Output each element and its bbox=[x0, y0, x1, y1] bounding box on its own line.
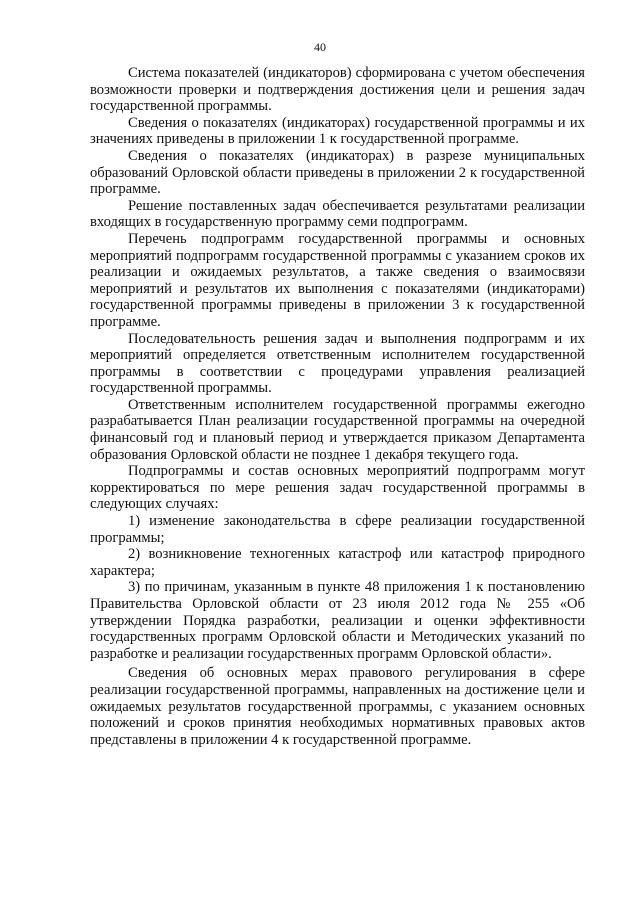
paragraph-adjustment-cases: Подпрограммы и состав основных мероприятий подпрограмм могут корректироваться по мере решения задач государственной программы в следующих случаях: bbox=[90, 463, 585, 513]
document-body bbox=[90, 65, 585, 748]
paragraph-implementation-plan: Ответственным исполнителем государственной программы ежегодно разрабатывается План реализации государственной программы на очередной финансовый год и плановый период и утверждается приказом Департамента образования Орловской области не позднее 1 декабря текущего года. bbox=[90, 396, 585, 463]
paragraph-subprograms-list: Перечень подпрограмм государственной программы и основных мероприятий подпрограмм государственной программы с указанием сроков их реализации и ожидаемых результатов, а также сведения о взаимосвязи мероприятий и результатов их выполнения с показателями (индикаторами) государственной программы приведены в приложении 3 к государственной программе. bbox=[90, 230, 585, 330]
page-number: 40 bbox=[314, 40, 326, 54]
paragraph-legal-regulation: Сведения об основных мерах правового регулирования в сфере реализации государственной программы, направленных на достижение цели и ожидаемых результатов государственной программы, с указанием основных положений и сроков принятия необходимых нормативных правовых актов представлены в приложении 4 к государственной программе. bbox=[90, 665, 585, 748]
list-item-3: 3) по причинам, указанным в пункте 48 приложения 1 к постановлению Правительства Орловской области от 23 июля 2012 года № 255 «Об утверждении Порядка разработки, реализации и оценки эффективности государственных программ Орловской области и Методических указаний по разработке и реализации государственных программ Орловской области». bbox=[90, 579, 585, 662]
list-item-1: 1) изменение законодательства в сфере реализации государственной программы; bbox=[90, 513, 585, 546]
paragraph-indicators-system: Система показателей (индикаторов) сформирована с учетом обеспечения возможности проверки и подтверждения достижения цели и решения задач государственной программы. bbox=[90, 65, 585, 115]
paragraph-subprograms-results: Решение поставленных задач обеспечивается результатами реализации входящих в государственную программу семи подпрограмм. bbox=[90, 197, 585, 231]
list-item-2: 2) возникновение техногенных катастроф или катастроф природного характера; bbox=[90, 546, 585, 579]
paragraph-indicators-appendix-1: Сведения о показателях (индикаторах) государственной программы и их значениях приведены в приложении 1 к государственной программе. bbox=[90, 114, 585, 148]
paragraph-sequence: Последовательность решения задач и выполнения подпрограмм и их мероприятий определяется ответственным исполнителем государственной программы в соответствии с процедурами управления реализацией государственной программы. bbox=[90, 330, 585, 397]
paragraph-indicators-municipal: Сведения о показателях (индикаторах) в разрезе муниципальных образований Орловской области приведены в приложении 2 к государственной программе. bbox=[90, 147, 585, 198]
